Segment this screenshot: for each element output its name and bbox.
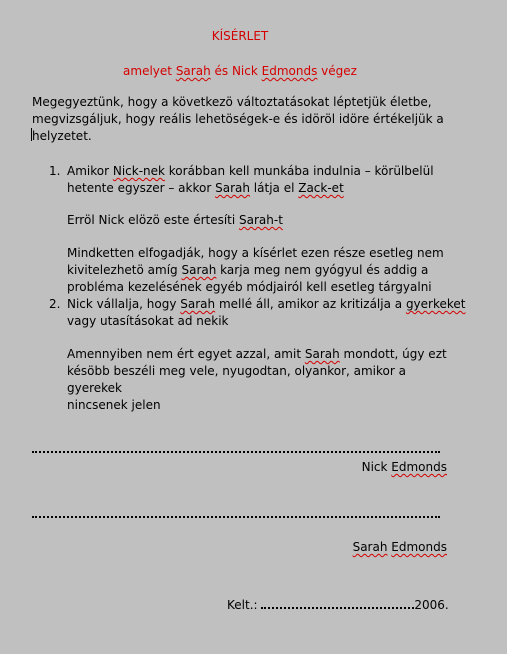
text-line: késöbb beszéli meg vele, nyugodtan, olyankor, amikor a gyerekek xyxy=(67,364,406,395)
name-sarah: Sarah xyxy=(215,181,250,195)
date-field xyxy=(227,597,449,612)
document-title: KÍSÉRLET xyxy=(211,29,269,43)
document-subtitle xyxy=(0,64,480,78)
text: Erröl Nick elözö este értesíti xyxy=(67,213,240,227)
name-sarah: Sarah xyxy=(181,263,217,277)
name-nick: Nick-nek xyxy=(112,164,165,178)
name-sarah: Sarah xyxy=(352,540,388,554)
text: Nick xyxy=(361,460,392,474)
date-label: Kelt.: xyxy=(227,598,262,612)
signature-line-nick xyxy=(32,449,440,453)
subtitle-name-sarah: Sarah xyxy=(175,64,211,78)
name-sarah: Sarah xyxy=(180,297,216,311)
paragraph-agreement xyxy=(67,245,457,296)
text: mondott, úgy ezt xyxy=(339,347,447,361)
list-number: 1. xyxy=(49,164,61,178)
date-year: 2006. xyxy=(414,598,449,612)
text: kivitelezhetö amíg xyxy=(67,263,182,277)
text: látja el xyxy=(249,181,299,195)
intro-line: megvizsgáljuk, hogy reális lehetöségek-e és idöröl idöre értékeljük a xyxy=(32,112,444,126)
text: karja meg nem gyógyul és addig a xyxy=(216,263,429,277)
intro-line: Megegyeztünk, hogy a következö változtatásokat léptetjük életbe, xyxy=(32,95,432,109)
text: korábban kell munkába indulnia – körülbelül xyxy=(164,164,434,178)
text: Amennyiben nem ért egyet azzal, amit xyxy=(67,347,305,361)
text-line: Mindketten elfogadják, hogy a kísérlet ezen része esetleg nem xyxy=(67,246,444,260)
paragraph-disagreement xyxy=(67,346,457,414)
text: mellé áll, amikor az kritizálja a xyxy=(215,297,406,311)
date-blank xyxy=(261,597,414,609)
text-line: nincsenek jelen xyxy=(67,398,161,412)
text: Amikor xyxy=(67,164,113,178)
list-number: 2. xyxy=(49,297,61,311)
name-edmonds: Edmonds xyxy=(391,460,447,474)
subtitle-text: végez xyxy=(317,64,357,78)
intro-paragraph[interactable] xyxy=(32,94,472,145)
name-sarah: Sarah-t xyxy=(239,213,283,227)
subtitle-name-edmonds: Edmonds xyxy=(261,64,318,78)
name-sarah: Sarah xyxy=(304,347,340,361)
paragraph-notify xyxy=(67,212,457,229)
subtitle-text: amelyet xyxy=(123,64,176,78)
subtitle-text: és Nick xyxy=(210,64,262,78)
word-gyerkeket: gyerkeket xyxy=(405,297,466,311)
text-line: probléma kezelésének egyéb módjairól kell esetleg tárgyalni xyxy=(67,280,432,294)
name-zack: Zack-et xyxy=(298,181,344,195)
text: Nick vállalja, hogy xyxy=(67,297,181,311)
name-edmonds: Edmonds xyxy=(391,540,447,554)
text-line: vagy utasításokat ad nekik xyxy=(67,314,229,328)
signature-nick xyxy=(0,460,447,474)
text: hetente egyszer – akkor xyxy=(67,181,216,195)
list-item-text xyxy=(67,163,467,197)
list-item-text xyxy=(67,296,467,330)
signature-sarah xyxy=(0,540,447,554)
text-cursor xyxy=(31,128,32,141)
intro-line: helyzetet. xyxy=(32,129,92,143)
signature-line-sarah xyxy=(32,514,440,518)
